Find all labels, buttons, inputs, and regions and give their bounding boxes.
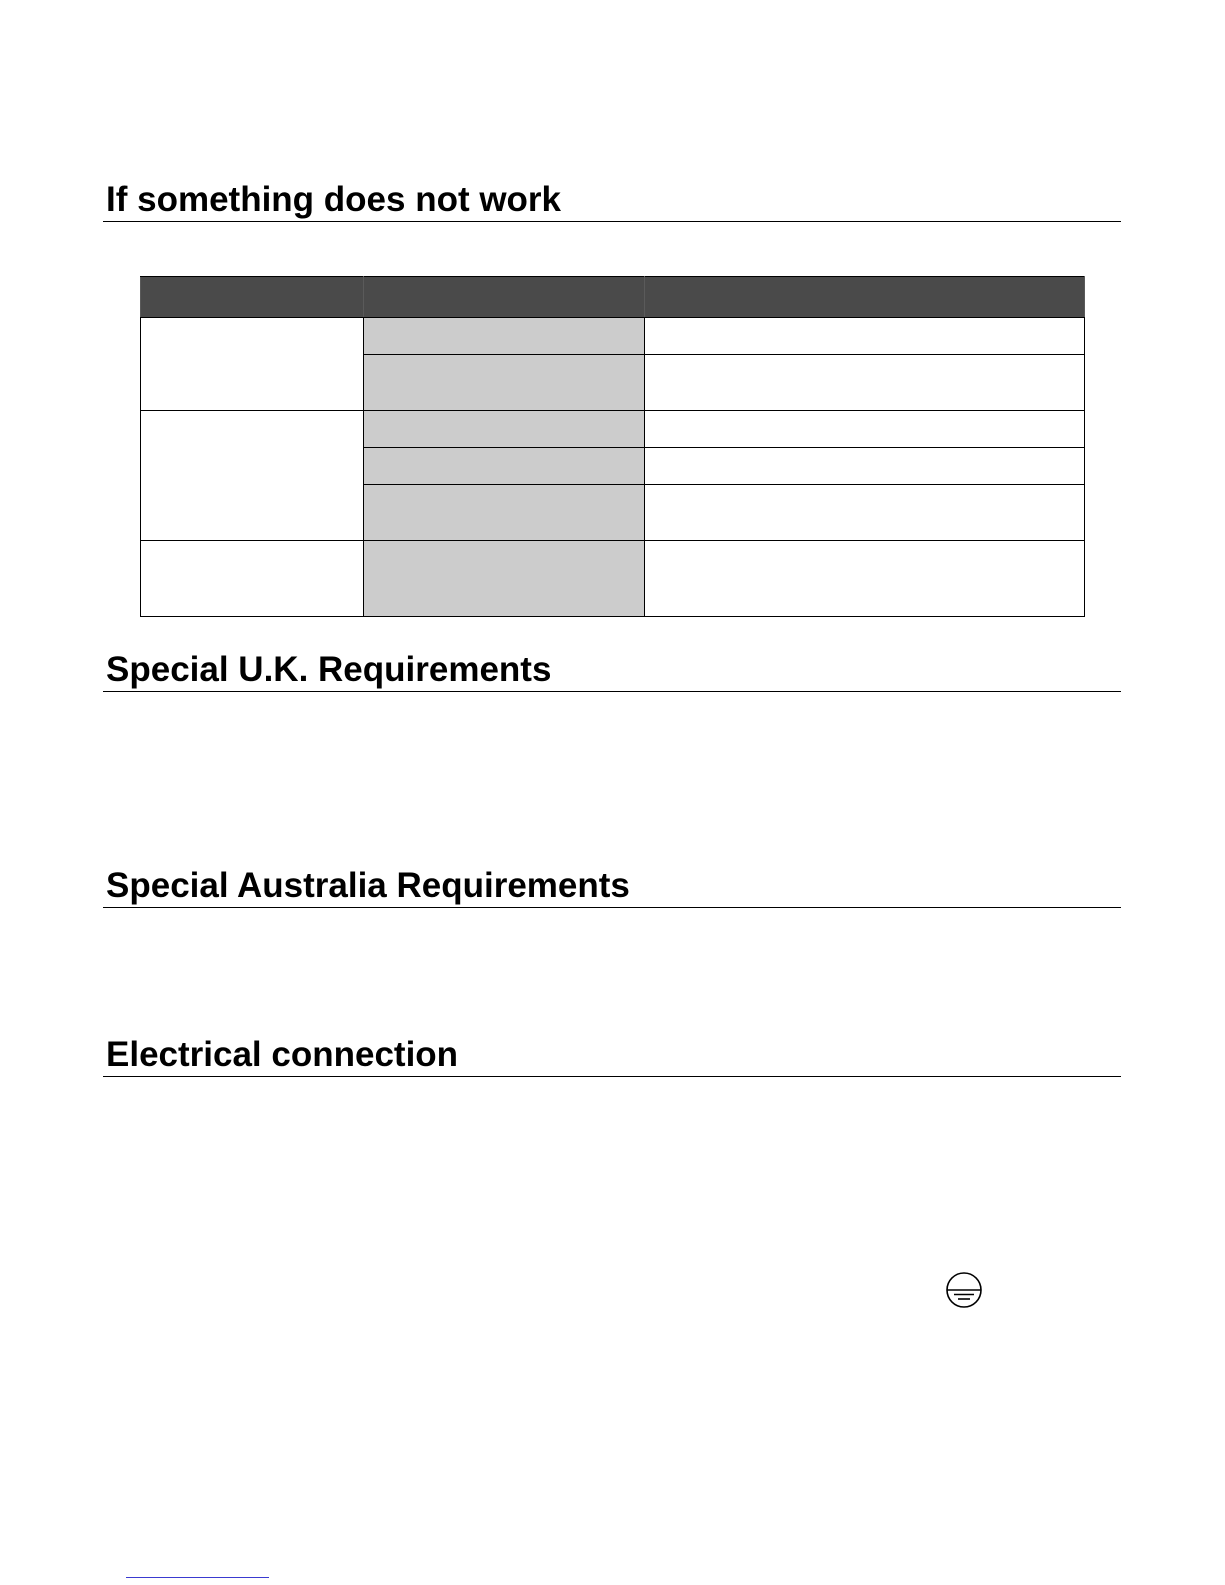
solution-cell <box>645 355 1085 411</box>
header-solution <box>645 277 1085 318</box>
table-header-row <box>141 277 1085 318</box>
problem-cell <box>141 411 364 541</box>
earth-ground-symbol-icon <box>945 1271 983 1309</box>
problem-cell <box>141 318 364 411</box>
section-title-electrical-connection: Electrical connection <box>103 1035 1121 1077</box>
cause-cell <box>364 448 645 485</box>
problem-cell <box>141 541 364 617</box>
solution-cell <box>645 485 1085 541</box>
solution-cell <box>645 541 1085 617</box>
section-title-australia-requirements: Special Australia Requirements <box>103 866 1121 908</box>
header-cause <box>364 277 645 318</box>
cause-cell <box>364 411 645 448</box>
cause-cell <box>364 355 645 411</box>
section-title-uk-requirements: Special U.K. Requirements <box>103 650 1121 692</box>
cause-cell <box>364 318 645 355</box>
table-row <box>141 541 1085 617</box>
solution-cell <box>645 318 1085 355</box>
header-problem <box>141 277 364 318</box>
troubleshooting-table <box>140 276 1085 617</box>
footer-link-underline[interactable] <box>126 1577 269 1578</box>
table-row <box>141 411 1085 448</box>
table-row <box>141 318 1085 355</box>
cause-cell <box>364 485 645 541</box>
cause-cell <box>364 541 645 617</box>
solution-cell <box>645 411 1085 448</box>
section-title-troubleshooting: If something does not work <box>103 180 1121 222</box>
solution-cell <box>645 448 1085 485</box>
